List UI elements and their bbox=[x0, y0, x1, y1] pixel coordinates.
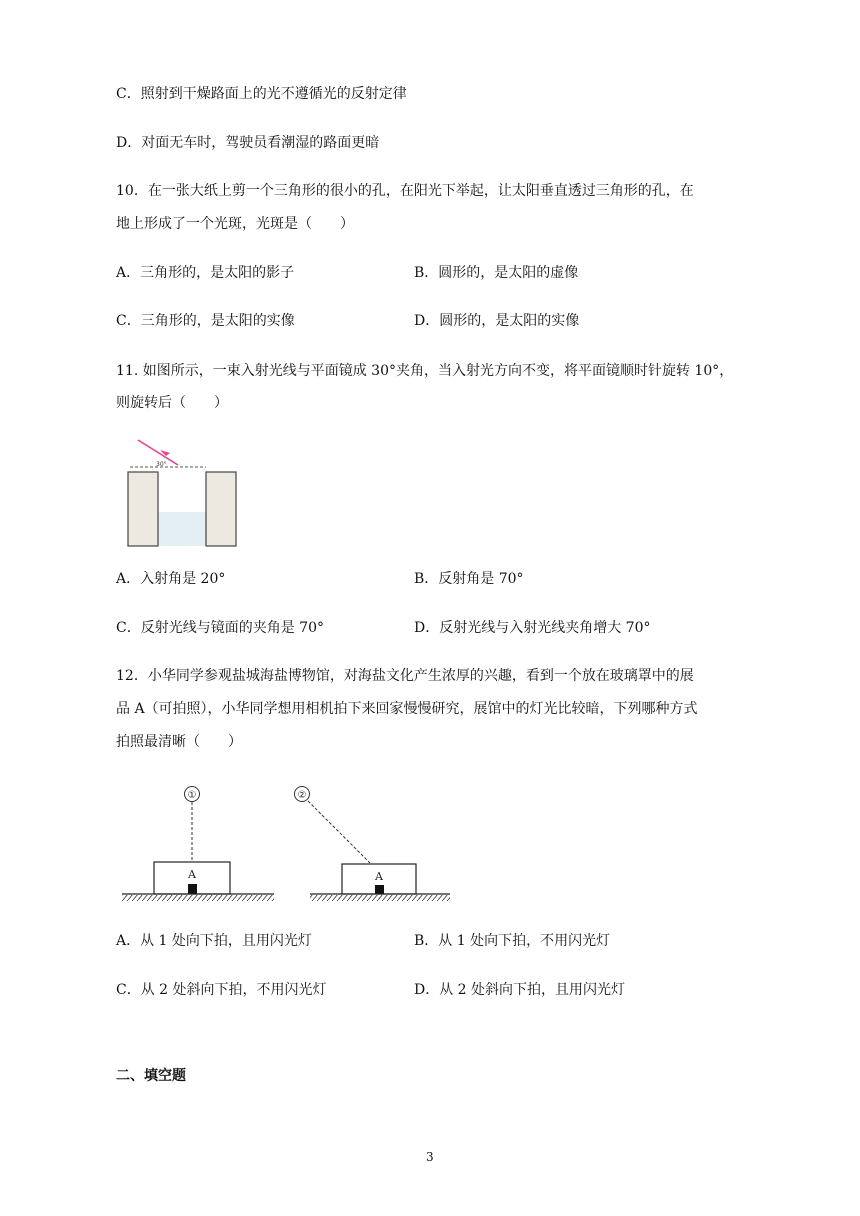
q10-option-a: A．三角形的，是太阳的影子 bbox=[116, 265, 295, 281]
q12-option-c: C．从 2 处斜向下拍，不用闪光灯 bbox=[116, 982, 327, 998]
q12-stem-line3: 拍照最清晰（ ） bbox=[116, 734, 242, 750]
right-wall bbox=[206, 472, 236, 546]
q11-stem-line2: 则旋转后（ ） bbox=[116, 395, 228, 411]
q11-stem-line1: 11. 如图所示，一束入射光线与平面镜成 30°夹角，当入射光方向不变，将平面镜顺时针旋转 10°， bbox=[116, 363, 734, 379]
page-number: 3 bbox=[426, 1150, 434, 1164]
q12-stem-line2: 品 A（可拍照），小华同学想用相机拍下来回家慢慢研究，展馆中的灯光比较暗，下列哪种方式 bbox=[116, 701, 698, 717]
q11-option-c: C．反射光线与镜面的夹角是 70° bbox=[116, 620, 324, 636]
q10-stem-line1: 10．在一张大纸上剪一个三角形的很小的孔，在阳光下举起，让太阳垂直透过三角形的孔，在 bbox=[116, 183, 694, 199]
position-2-label: ② bbox=[297, 790, 307, 801]
setup-1 bbox=[122, 787, 274, 902]
object-a-2 bbox=[375, 885, 384, 894]
q12-stem-line1: 12．小华同学参观盐城海盐博物馆，对海盐文化产生浓厚的兴趣，看到一个放在玻璃罩中的展 bbox=[116, 668, 694, 684]
object-label-2: A bbox=[375, 870, 383, 883]
q12-option-d: D．从 2 处斜向下拍，且用闪光灯 bbox=[414, 982, 626, 998]
q11-option-d: D．反射光线与入射光线夹角增大 70° bbox=[414, 620, 651, 636]
setup-2 bbox=[295, 787, 451, 902]
left-wall bbox=[128, 472, 158, 546]
q10-option-c: C．三角形的，是太阳的实像 bbox=[116, 313, 295, 329]
angle-label: 30° bbox=[156, 461, 167, 468]
q10-option-b: B．圆形的，是太阳的虚像 bbox=[414, 265, 579, 281]
q10-option-d: D．圆形的，是太阳的实像 bbox=[414, 313, 580, 329]
object-label-1: A bbox=[188, 868, 196, 881]
q11-option-a: A．入射角是 20° bbox=[116, 571, 226, 587]
q12-figure bbox=[118, 780, 458, 910]
q11-figure bbox=[126, 434, 240, 548]
position-1-label: ① bbox=[187, 790, 197, 801]
object-a-1 bbox=[188, 884, 197, 894]
q9-option-d: D．对面无车时，驾驶员看潮湿的路面更暗 bbox=[116, 135, 380, 151]
q12-option-b: B．从 1 处向下拍，不用闪光灯 bbox=[414, 933, 611, 949]
q9-option-c: C．照射到干燥路面上的光不遵循光的反射定律 bbox=[116, 86, 407, 102]
water bbox=[158, 512, 206, 546]
q12-option-a: A．从 1 处向下拍，且用闪光灯 bbox=[116, 933, 312, 949]
q11-option-b: B．反射角是 70° bbox=[414, 571, 524, 587]
ground-hatch-1 bbox=[122, 895, 274, 901]
q10-stem-line2: 地上形成了一个光斑，光斑是（ ） bbox=[116, 216, 354, 232]
dashed-line-2 bbox=[308, 801, 370, 863]
section-title: 二、填空题 bbox=[116, 1068, 186, 1084]
ground-hatch-2 bbox=[310, 895, 450, 901]
